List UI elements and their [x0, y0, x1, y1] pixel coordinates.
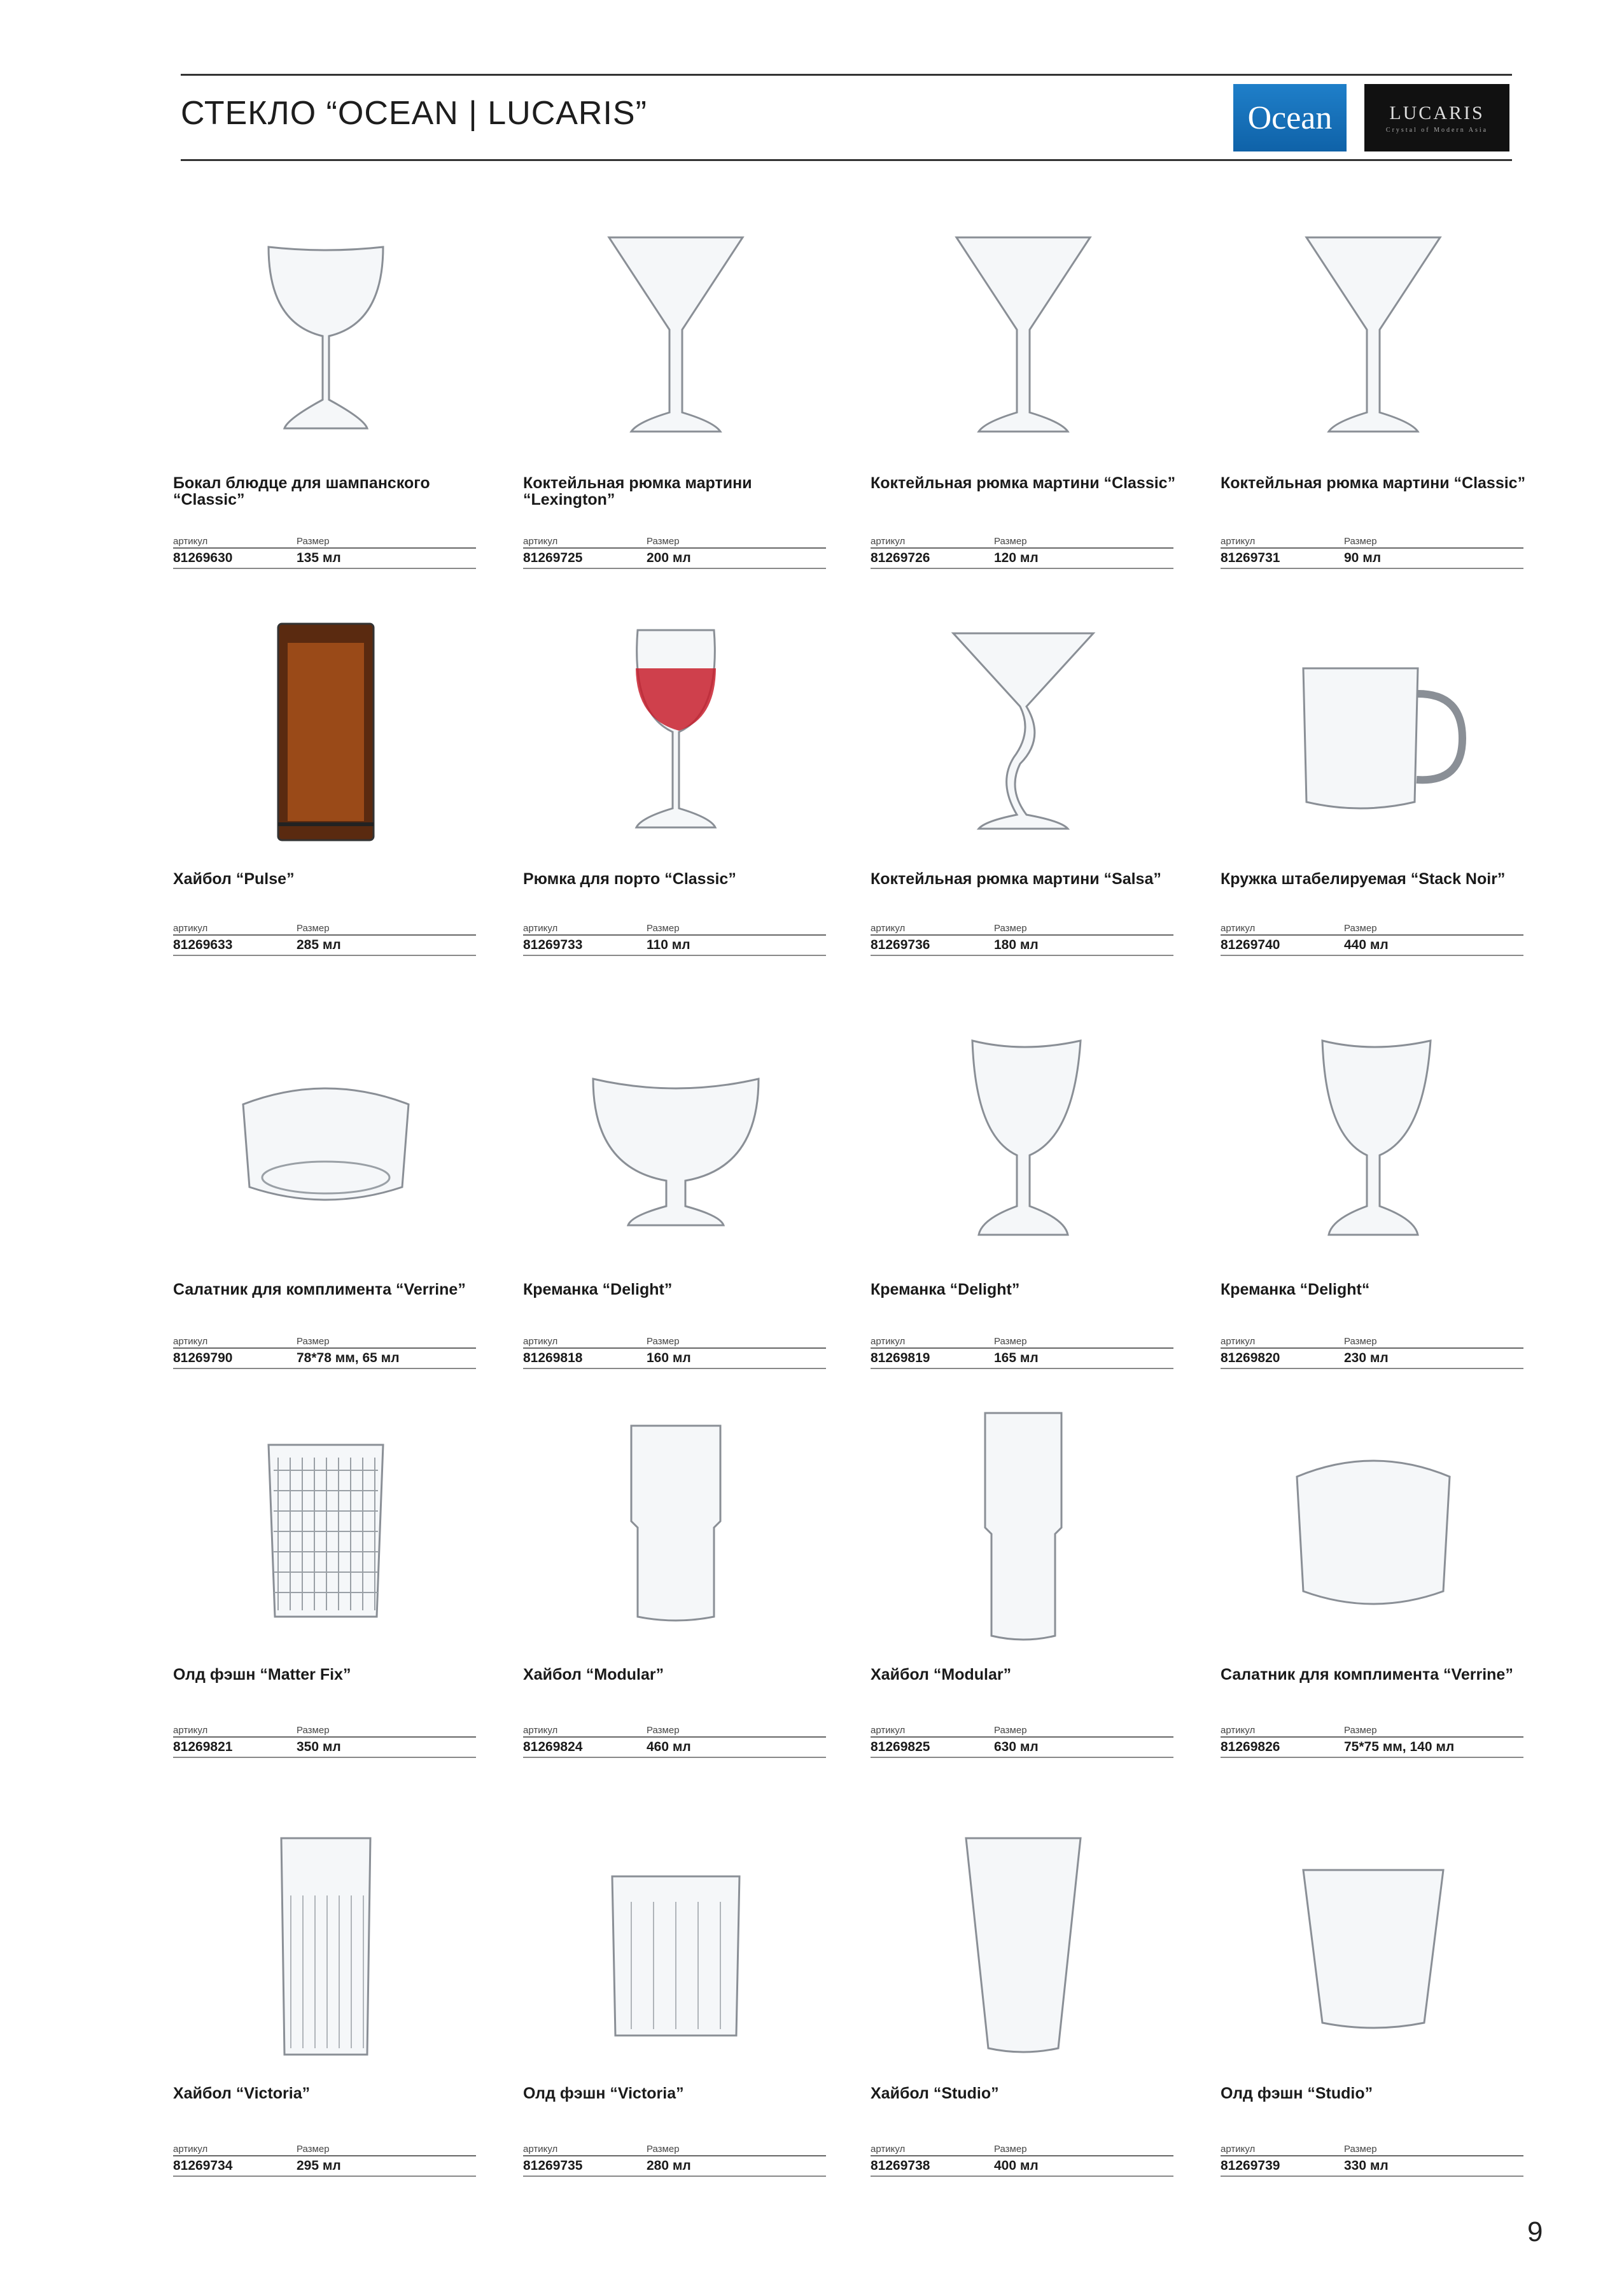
article-value: 81269735: [523, 2158, 583, 2173]
product-spec: [523, 1724, 826, 1758]
article-value: 81269824: [523, 1740, 583, 1754]
product-spec: [871, 535, 1173, 569]
article-label: артикул: [523, 536, 558, 547]
product-name: Коктейльная рюмка мартини “Lexington”: [523, 474, 752, 509]
size-label: Размер: [1344, 923, 1377, 934]
article-value: 81269731: [1221, 551, 1280, 565]
product-name: Коктейльная рюмка мартини “Classic”: [1221, 474, 1526, 492]
stack-tumbler-tall-icon: [871, 1394, 1176, 1661]
product-name: Кружка штабелируемая “Stack Noir”: [1221, 870, 1506, 888]
product-name: Хайбол “Studio”: [871, 2085, 999, 2102]
article-value: 81269740: [1221, 938, 1280, 952]
product-spec: [1221, 2142, 1523, 2177]
product-card: [871, 202, 1176, 584]
product-card: [523, 1009, 829, 1391]
product-name: Олд фэшн “Matter Fix”: [173, 1666, 351, 1684]
article-value: 81269819: [871, 1351, 930, 1365]
size-label: Размер: [647, 1336, 680, 1347]
ocean-logo: [1233, 84, 1347, 151]
product-spec: [1221, 1724, 1523, 1758]
product-name: Салатник для комплимента “Verrine”: [173, 1281, 466, 1298]
product-card: [1221, 1009, 1526, 1391]
article-label: артикул: [871, 1725, 906, 1736]
article-value: 81269821: [173, 1740, 233, 1754]
product-card: [1221, 598, 1526, 980]
article-value: 81269790: [173, 1351, 233, 1365]
product-name: Коктейльная рюмка мартини “Classic”: [871, 474, 1176, 492]
article-label: артикул: [871, 923, 906, 934]
product-spec: [173, 535, 476, 569]
article-value: 81269820: [1221, 1351, 1280, 1365]
product-card: [173, 1394, 479, 1776]
product-spec: [523, 1335, 826, 1369]
dessert-bowl-icon: [523, 1009, 829, 1276]
article-value: 81269818: [523, 1351, 583, 1365]
oldfashion-victoria-icon: [523, 1813, 829, 2080]
square-bowl-deep-icon: [1221, 1394, 1526, 1661]
size-label: Размер: [647, 923, 680, 934]
martini-glass-icon: [871, 202, 1176, 470]
product-name: Хайбол “Modular”: [523, 1666, 664, 1684]
size-value: 440 мл: [1344, 938, 1389, 952]
article-value: 81269725: [523, 551, 583, 565]
oldfashion-studio-icon: [1221, 1813, 1526, 2080]
product-card: [173, 1009, 479, 1391]
product-spec: [173, 1724, 476, 1758]
product-name: Хайбол “Modular”: [871, 1666, 1012, 1684]
lucaris-logo: [1364, 84, 1509, 151]
product-spec: [173, 1335, 476, 1369]
size-value: 135 мл: [297, 551, 341, 565]
size-label: Размер: [297, 1725, 330, 1736]
article-label: артикул: [173, 536, 208, 547]
product-spec: [523, 922, 826, 956]
size-value: 280 мл: [647, 2158, 691, 2173]
size-value: 180 мл: [994, 938, 1039, 952]
article-label: артикул: [1221, 2144, 1256, 2155]
product-card: [871, 1009, 1176, 1391]
stack-mug-icon: [1221, 598, 1526, 866]
product-card: [1221, 1394, 1526, 1776]
header-bottom-rule: [181, 159, 1512, 161]
size-label: Размер: [297, 2144, 330, 2155]
size-label: Размер: [647, 1725, 680, 1736]
size-value: 90 мл: [1344, 551, 1382, 565]
martini-glass-icon: [1221, 202, 1526, 470]
size-label: Размер: [994, 1336, 1027, 1347]
article-value: 81269826: [1221, 1740, 1280, 1754]
size-value: 165 мл: [994, 1351, 1039, 1365]
page-number: 9: [1527, 2216, 1543, 2247]
article-label: артикул: [871, 1336, 906, 1347]
size-value: 350 мл: [297, 1740, 341, 1754]
lucaris-logo-text: LUCARIS: [1389, 102, 1485, 123]
article-value: 81269726: [871, 551, 930, 565]
product-card: [523, 202, 829, 584]
article-value: 81269739: [1221, 2158, 1280, 2173]
product-name: Коктейльная рюмка мартини “Salsa”: [871, 870, 1161, 888]
article-label: артикул: [871, 536, 906, 547]
coupe-glass-icon: [173, 202, 479, 470]
article-value: 81269630: [173, 551, 233, 565]
product-name: Хайбол “Pulse”: [173, 870, 295, 888]
size-label: Размер: [994, 536, 1027, 547]
product-spec: [523, 2142, 826, 2177]
dessert-goblet-icon: [871, 1009, 1176, 1276]
product-name: Олд фэшн “Victoria”: [523, 2085, 684, 2102]
product-spec: [1221, 1335, 1523, 1369]
size-label: Размер: [1344, 2144, 1377, 2155]
article-label: артикул: [173, 923, 208, 934]
size-label: Размер: [1344, 536, 1377, 547]
highball-studio-icon: [871, 1813, 1176, 2080]
size-value: 460 мл: [647, 1740, 691, 1754]
size-value: 295 мл: [297, 2158, 341, 2173]
product-spec: [1221, 535, 1523, 569]
size-value: 75*75 мм, 140 мл: [1344, 1740, 1455, 1754]
oldfashion-pattern-icon: [173, 1394, 479, 1661]
size-label: Размер: [297, 923, 330, 934]
product-card: [523, 1394, 829, 1776]
product-card: [173, 1813, 479, 2195]
article-label: артикул: [173, 2144, 208, 2155]
product-card: [523, 598, 829, 980]
product-card: [871, 1394, 1176, 1776]
product-name: Креманка “Delight”: [871, 1281, 1020, 1298]
product-spec: [1221, 922, 1523, 956]
stack-tumbler-icon: [523, 1394, 829, 1661]
product-card: [1221, 202, 1526, 584]
salsa-martini-icon: [871, 598, 1176, 866]
highball-pulse-icon: [173, 598, 479, 866]
product-card: [173, 598, 479, 980]
product-card: [173, 202, 479, 584]
article-label: артикул: [871, 2144, 906, 2155]
article-value: 81269734: [173, 2158, 233, 2173]
article-value: 81269733: [523, 938, 583, 952]
product-spec: [871, 1335, 1173, 1369]
product-spec: [871, 1724, 1173, 1758]
article-label: артикул: [523, 1725, 558, 1736]
size-value: 160 мл: [647, 1351, 691, 1365]
product-spec: [173, 922, 476, 956]
page-title: СТЕКЛО “OCEAN | LUCARIS”: [181, 95, 647, 132]
product-card: [871, 598, 1176, 980]
article-value: 81269825: [871, 1740, 930, 1754]
article-label: артикул: [523, 923, 558, 934]
size-value: 285 мл: [297, 938, 341, 952]
square-bowl-icon: [173, 1009, 479, 1276]
size-value: 78*78 мм, 65 мл: [297, 1351, 400, 1365]
product-name: Хайбол “Victoria”: [173, 2085, 311, 2102]
product-card: [523, 1813, 829, 2195]
article-value: 81269633: [173, 938, 233, 952]
article-value: 81269736: [871, 938, 930, 952]
product-name: Рюмка для порто “Classic”: [523, 870, 736, 888]
size-value: 230 мл: [1344, 1351, 1389, 1365]
product-spec: [871, 922, 1173, 956]
size-value: 110 мл: [647, 938, 690, 952]
product-spec: [523, 535, 826, 569]
product-card: [1221, 1813, 1526, 2195]
product-name: Бокал блюдце для шампанского “Classic”: [173, 474, 430, 509]
article-label: артикул: [523, 1336, 558, 1347]
product-spec: [871, 2142, 1173, 2177]
port-glass-icon: [523, 598, 829, 866]
article-label: артикул: [1221, 1336, 1256, 1347]
martini-glass-icon: [523, 202, 829, 470]
size-label: Размер: [297, 1336, 330, 1347]
product-name: Салатник для комплимента “Verrine”: [1221, 1666, 1513, 1684]
size-value: 630 мл: [994, 1740, 1039, 1754]
article-label: артикул: [173, 1336, 208, 1347]
size-value: 400 мл: [994, 2158, 1039, 2173]
article-label: артикул: [173, 1725, 208, 1736]
size-label: Размер: [297, 536, 330, 547]
size-label: Размер: [1344, 1725, 1377, 1736]
size-label: Размер: [994, 923, 1027, 934]
ocean-logo-text: Ocean: [1247, 99, 1333, 136]
article-label: артикул: [1221, 536, 1256, 547]
product-card: [871, 1813, 1176, 2195]
lucaris-logo-tagline: Crystal of Modern Asia: [1385, 126, 1488, 134]
size-label: Размер: [1344, 1336, 1377, 1347]
dessert-goblet-icon: [1221, 1009, 1526, 1276]
size-label: Размер: [647, 536, 680, 547]
size-label: Размер: [994, 1725, 1027, 1736]
size-label: Размер: [647, 2144, 680, 2155]
product-spec: [173, 2142, 476, 2177]
header-top-rule: [181, 74, 1512, 76]
product-name: Креманка “Delight”: [523, 1281, 673, 1298]
product-name: Креманка “Delight“: [1221, 1281, 1370, 1298]
article-label: артикул: [1221, 923, 1256, 934]
product-name: Олд фэшн “Studio”: [1221, 2085, 1373, 2102]
article-label: артикул: [523, 2144, 558, 2155]
size-value: 330 мл: [1344, 2158, 1389, 2173]
article-label: артикул: [1221, 1725, 1256, 1736]
size-value: 120 мл: [994, 551, 1039, 565]
highball-victoria-icon: [173, 1813, 479, 2080]
article-value: 81269738: [871, 2158, 930, 2173]
size-label: Размер: [994, 2144, 1027, 2155]
size-value: 200 мл: [647, 551, 691, 565]
